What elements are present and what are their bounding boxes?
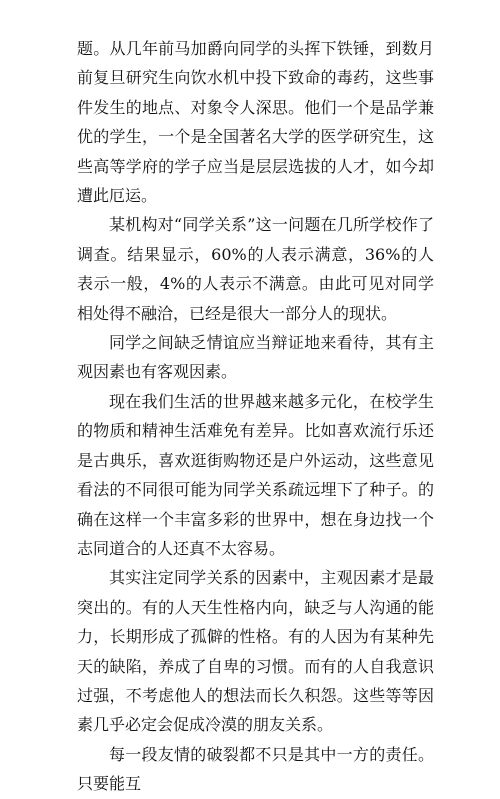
paragraph-5: 其实注定同学关系的因素中，主观因素才是最突出的。有的人天生性格内向，缺乏与人沟通的能力，长期形成了孤僻的性格。有的人因为有某种先天的缺陷，养成了自卑的习惯。而有的人自我意识过强，不考虑他人的想法而长久积怨。这些等等因素几乎必定会促成冷漠的朋友关系。 <box>77 568 434 735</box>
paragraph-4: 现在我们生活的世界越来越多元化，在校学生的物质和精神生活难免有差异。比如喜欢流行乐还是古典乐，喜欢逛街购物还是户外运动，这些意见看法的不同很可能为同学关系疏远埋下了种子。的确在这样一个丰富多彩的世界中，想在身边找一个志同道合的人还真不太容易。 <box>77 391 434 558</box>
paragraph-2: 某机构对“同学关系”这一问题在几所学校作了调查。结果显示，60%的人表示满意，36%的人表示一般，4%的人表示不满意。由此可见对同学相处得不融洽，已经是很大一部分人的现状。 <box>77 215 434 323</box>
paragraph-1: 题。从几年前马加爵向同学的头挥下铁锤，到数月前复旦研究生向饮水机中投下致命的毒药，这些事件发生的地点、对象令人深思。他们一个是品学兼优的学生，一个是全国著名大学的医学研究生，这些高等学府的学子应当是层层选拔的人才，如今却遭此厄运。 <box>77 39 434 206</box>
document-body <box>77 34 434 799</box>
paragraph-6: 每一段友情的破裂都不只是其中一方的责任。只要能互 <box>77 744 434 794</box>
paragraph-3: 同学之间缺乏情谊应当辩证地来看待，其有主观因素也有客观因素。 <box>77 333 434 382</box>
